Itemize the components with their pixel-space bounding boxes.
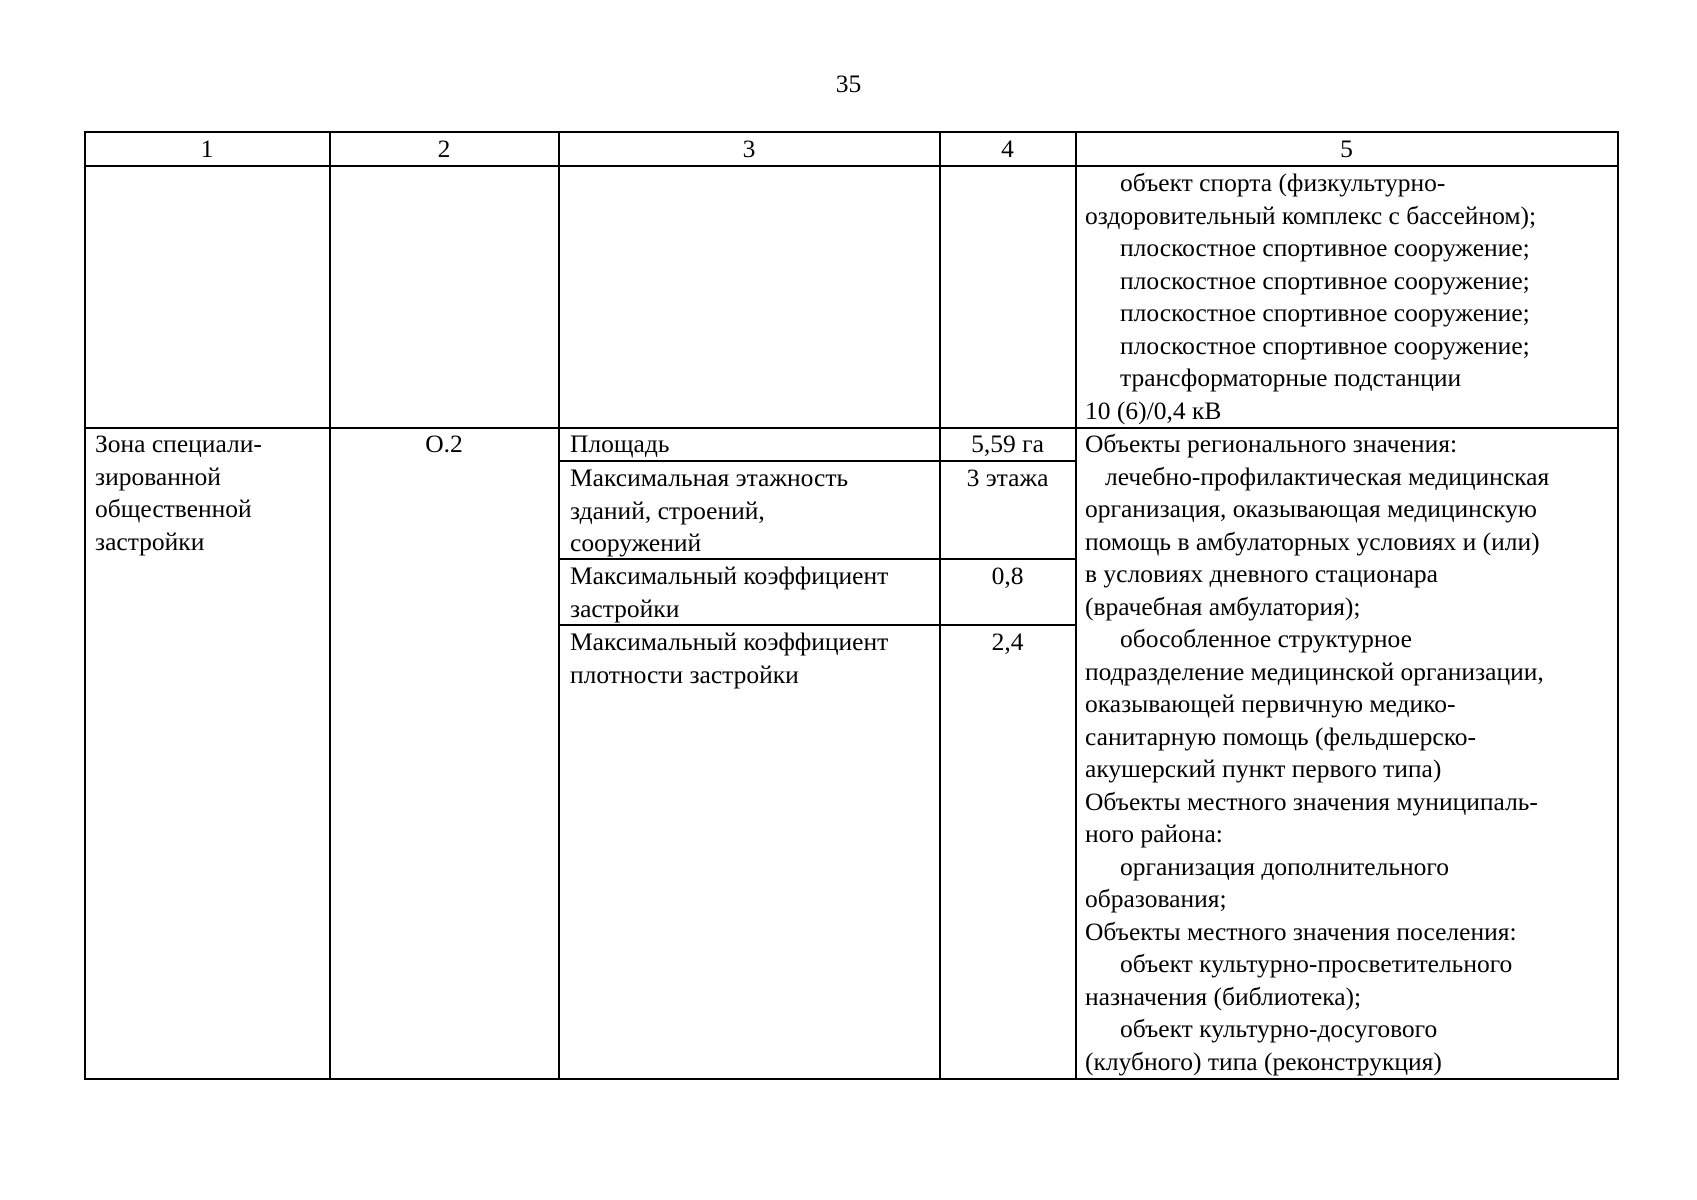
header-col-4: 4 — [1001, 134, 1014, 163]
text-line: Объекты регионального значения: — [1085, 429, 1458, 458]
param-name-area-label: Площадь — [570, 429, 670, 458]
table-bottom-border — [84, 1078, 1619, 1080]
text-line: оздоровительный комплекс с бассейном); — [1085, 200, 1537, 230]
param-name-line: зданий, строений, — [570, 495, 765, 525]
col-divider-3 — [939, 131, 941, 1080]
text-line: организация дополнительного — [1120, 851, 1449, 881]
header-col-2: 2 — [437, 134, 451, 163]
table-left-border — [84, 131, 86, 1080]
text-line: организация, оказывающая медицинскую — [1085, 494, 1537, 523]
col-divider-4 — [1075, 131, 1077, 1080]
param-name-line: сооружений — [570, 528, 702, 557]
text-line: обособленное структурное — [1120, 624, 1412, 653]
text-line: Объекты местного значения поселения: — [1085, 916, 1517, 946]
zone-name-cell — [95, 428, 325, 558]
zone-name-line: зированной — [95, 461, 221, 491]
param-name-line: Максимальный коэффициент — [570, 627, 889, 656]
zone-name-line: Зона специали- — [95, 429, 262, 458]
param-name-area — [570, 428, 935, 461]
text-line: в условиях дневного стационара — [1085, 559, 1438, 588]
text-line: (клубного) типа (реконструкция) — [1085, 1046, 1442, 1076]
text-line: Объекты местного значения муниципаль- — [1085, 786, 1538, 816]
param-value-floors: 3 этажа — [966, 463, 1049, 492]
param-name-line: Максимальный коэффициент — [570, 561, 889, 590]
text-line: санитарную помощь (фельдшерско- — [1085, 721, 1477, 751]
param-value-area: 5,59 га — [971, 429, 1044, 458]
text-line: подразделение медицинской организации, — [1085, 656, 1544, 686]
zone-code-cell: О.2 — [425, 429, 463, 458]
text-line: плоскостное спортивное сооружение; — [1120, 330, 1530, 360]
table-right-border — [1617, 131, 1619, 1080]
text-line: оказывающей первичную медико- — [1085, 689, 1456, 718]
text-line: образования; — [1085, 884, 1227, 913]
text-line: трансформаторные подстанции — [1120, 363, 1462, 392]
page-number: 35 — [835, 69, 862, 98]
param-name-line: Максимальная этажность — [570, 463, 849, 492]
param-name-line: застройки — [570, 593, 680, 623]
param-name-build-coef — [570, 560, 935, 625]
text-line: акушерский пункт первого типа) — [1085, 754, 1442, 783]
header-col-3: 3 — [742, 134, 756, 163]
param-name-floors — [570, 462, 935, 560]
text-line: плоскостное спортивное сооружение; — [1120, 233, 1530, 262]
text-line: (врачебная амбулатория); — [1085, 591, 1361, 621]
col-divider-1 — [329, 131, 331, 1080]
param-name-line: плотности застройки — [570, 659, 799, 689]
text-line: объект культурно-досугового — [1120, 1014, 1438, 1043]
text-line: объект культурно-просветительного — [1120, 949, 1513, 978]
param-value-build-coef: 0,8 — [991, 561, 1024, 590]
text-line: плоскостное спортивное сооружение; — [1120, 298, 1530, 327]
row1-col5-cell — [1085, 167, 1615, 427]
text-line: объект спорта (физкультурно- — [1120, 168, 1446, 197]
text-line: назначения (библиотека); — [1085, 981, 1362, 1011]
text-line: лечебно-профилактическая медицинская — [1105, 461, 1550, 491]
row2-col5-cell — [1085, 428, 1615, 1078]
header-col-1: 1 — [200, 134, 214, 163]
zone-name-line: застройки — [95, 526, 205, 556]
col-divider-2 — [558, 131, 560, 1080]
text-line: плоскостное спортивное сооружение; — [1120, 265, 1530, 295]
zone-name-line: общественной — [95, 494, 252, 523]
text-line: ного района: — [1085, 819, 1223, 848]
param-value-density-coef: 2,4 — [991, 627, 1024, 656]
text-line: 10 (6)/0,4 кВ — [1085, 395, 1222, 425]
param-name-density-coef — [570, 626, 935, 691]
header-col-5: 5 — [1340, 134, 1353, 163]
text-line: помощь в амбулаторных условиях и (или) — [1085, 526, 1540, 556]
